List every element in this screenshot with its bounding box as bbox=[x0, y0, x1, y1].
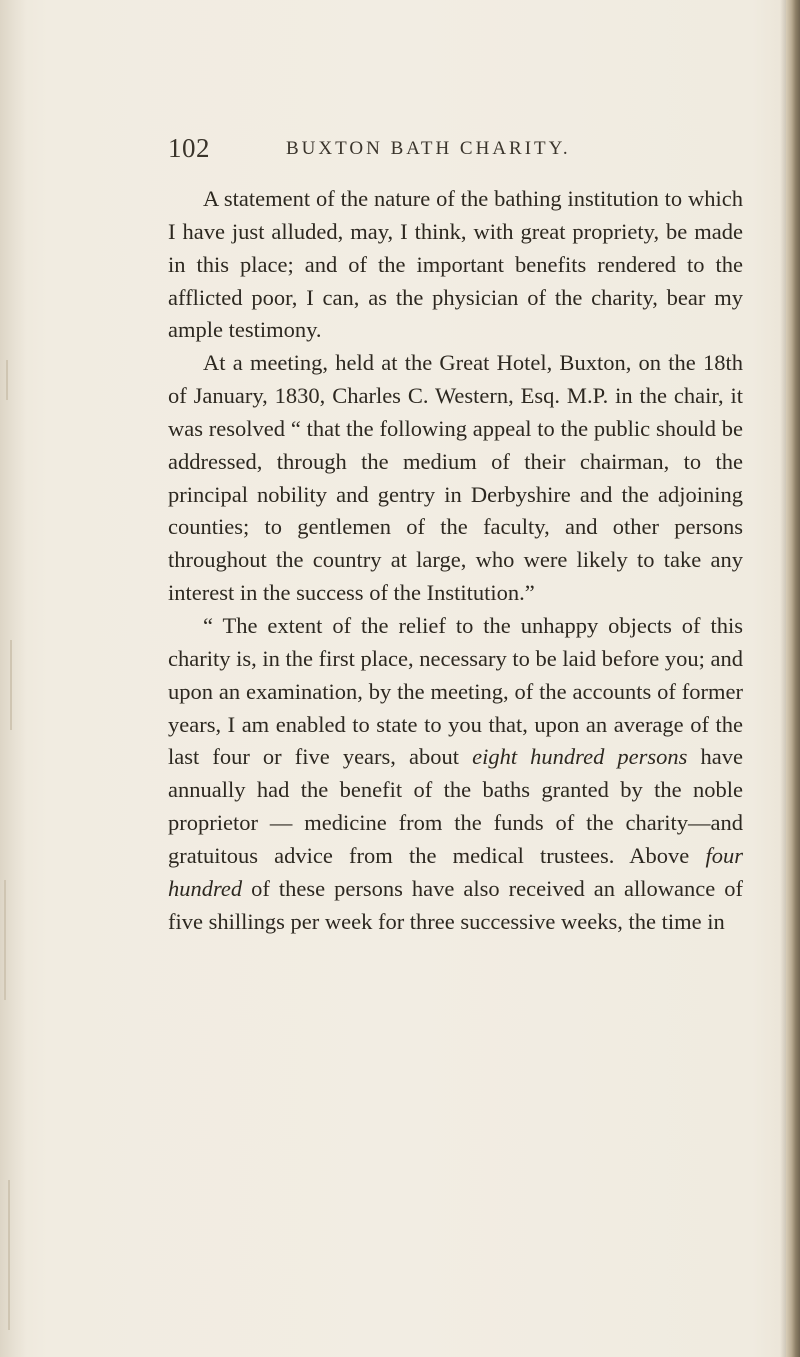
page-edge-binding bbox=[786, 0, 800, 1357]
page-number: 102 bbox=[168, 133, 210, 163]
body-text bbox=[168, 183, 743, 938]
gutter-mark bbox=[4, 880, 6, 1000]
paragraph-text: of these persons have also received an allowance of five shillings per week for three successive weeks, the time in bbox=[168, 875, 743, 934]
running-head: BUXTON BATH CHARITY. bbox=[286, 138, 571, 159]
gutter-mark bbox=[6, 360, 8, 400]
emphasized-text: four hundred bbox=[168, 842, 743, 901]
paragraph-text: “ The extent of the relief to the unhappy objects of this charity is, in the first place, necessary to be laid before you; and upon an examination, by the meeting, of the accounts of former years, I am enabled to state to you that, upon an average of the last four or five years, about bbox=[168, 612, 743, 770]
paragraph bbox=[168, 610, 743, 938]
gutter-mark bbox=[8, 1180, 10, 1330]
paragraph: At a meeting, held at the Great Hotel, Buxton, on the 18th of January, 1830, Charles C. Western, Esq. M.P. in the chair, it was resolved “ that the following appeal to the public should be addressed, through the medium of their chairman, to the principal nobility and gentry in Derbyshire and the adjoining counties; to gentlemen of the faculty, and other persons throughout the country at large, who were likely to take any interest in the success of the Institution.” bbox=[168, 350, 743, 606]
page-gutter-shadow bbox=[0, 0, 26, 1357]
gutter-mark bbox=[10, 640, 12, 730]
paragraph-text: have annually had the benefit of the baths granted by the noble proprietor — medicine from the funds of the charity—and gratuitous advice from the medical trustees. Above bbox=[168, 744, 744, 868]
page-header bbox=[168, 133, 768, 173]
paragraph: A statement of the nature of the bathing institution to which I have just alluded, may, I think, with great propriety, be made in this place; and of the important benefits rendered to the afflicted poor, I can, as the physician of the charity, bear my ample testimony. bbox=[168, 186, 743, 343]
emphasized-text: eight hundred persons bbox=[472, 744, 688, 770]
